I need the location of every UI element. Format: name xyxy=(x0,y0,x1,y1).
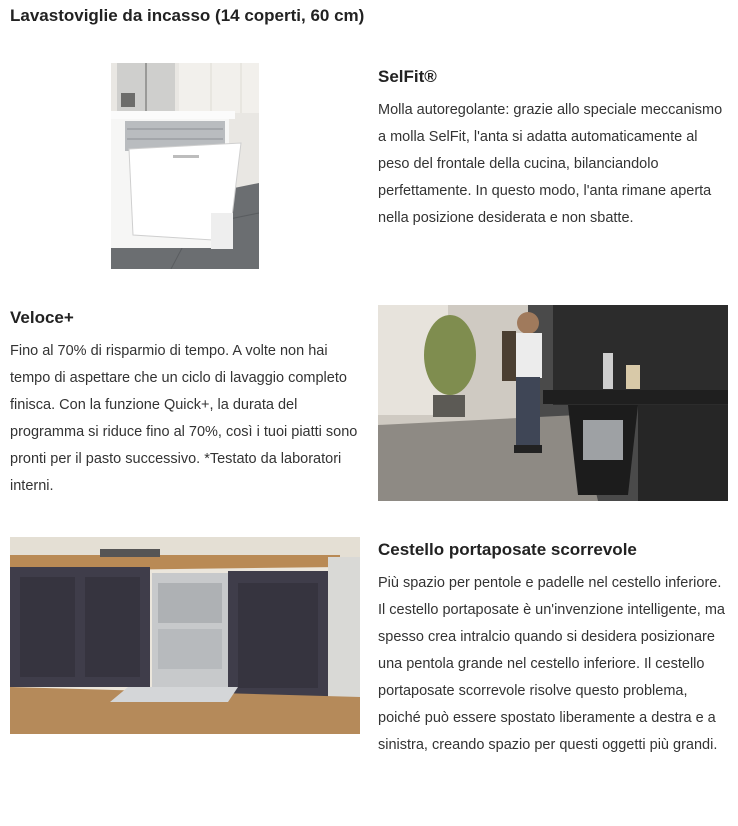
cutlery-tray-description: Più spazio per pentole e padelle nel cestello inferiore. Il cestello portaposate è un'invenzione intelligente, ma spesso crea intralcio quando si desidera posizionare una pentola grande nel cestello inferiore. Il cestello portaposate scorrevole risolve questo problema, poiché può essere spostato liberamente a destra e a sinistra, creando spazio per questi oggetti più grandi. xyxy=(378,575,725,753)
veloce-description: Fino al 70% di risparmio di tempo. A volte non hai tempo di aspettare che un ciclo di lavaggio completo finisca. Con la funzione Quick+, la durata del programma si riduce fino al 70%, così i tuoi piatti sono pronti per il pasto successivo. *Testato da laboratori interni. xyxy=(10,343,358,494)
cutlery-tray-kitchen-photo xyxy=(10,537,360,734)
selfit-dishwasher-photo xyxy=(111,63,259,269)
veloce-title: Veloce+ xyxy=(10,308,74,327)
selfit-description: Molla autoregolante: grazie allo speciale meccanismo a molla SelFit, l'anta si adatta automaticamente al peso del frontale della cucina, bilanciandolo perfettamente. In questo modo, l'anta rimane aperta nella posizione desiderata e non sbatte. xyxy=(378,102,723,226)
veloce-kitchen-photo xyxy=(378,305,728,501)
selfit-title: SelFit® xyxy=(378,67,437,86)
page-title: Lavastoviglie da incasso (14 coperti, 60 cm) xyxy=(10,6,365,25)
cutlery-tray-title: Cestello portaposate scorrevole xyxy=(378,540,637,559)
